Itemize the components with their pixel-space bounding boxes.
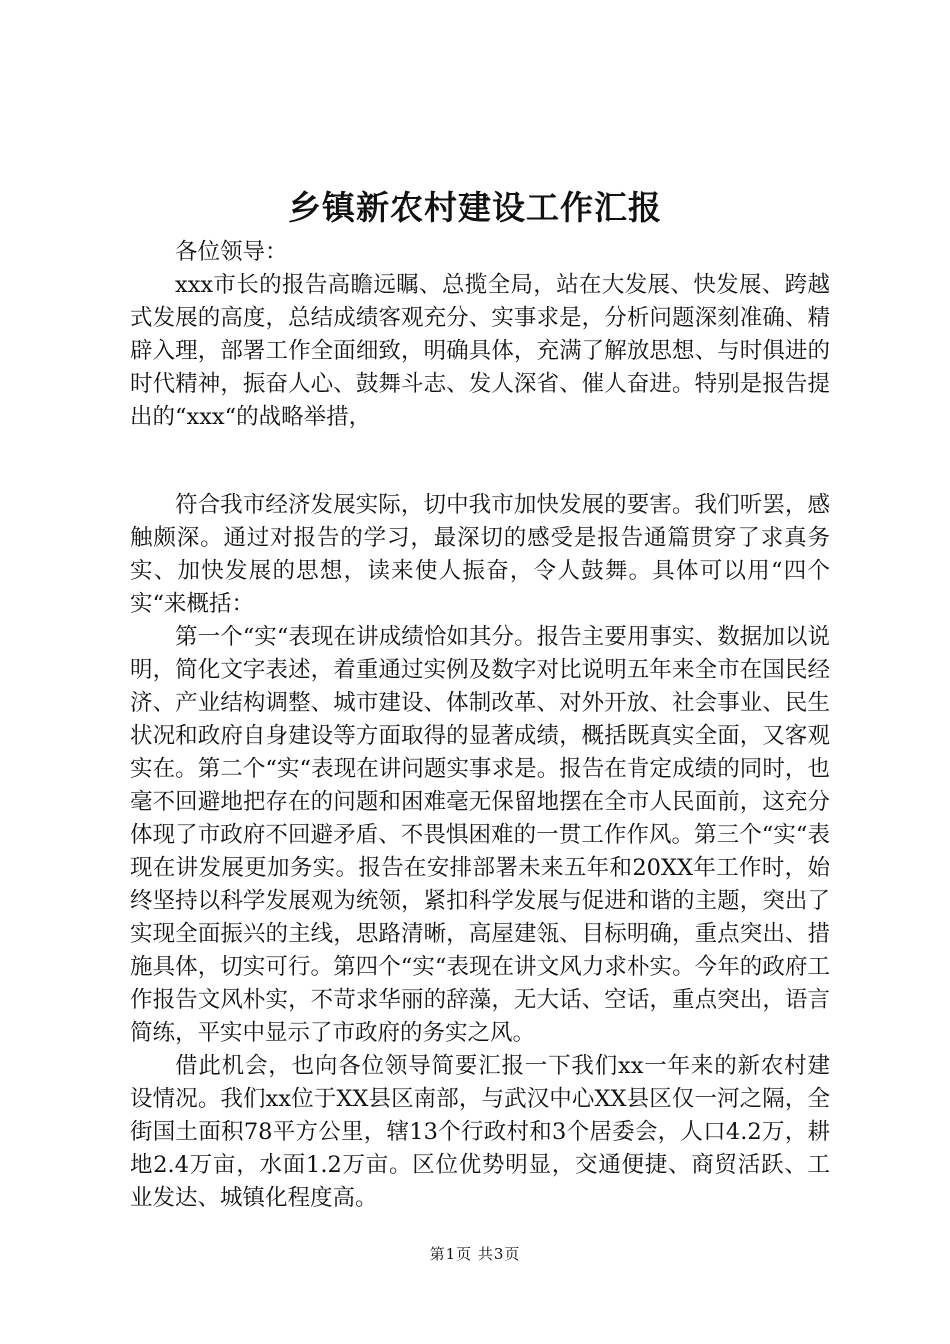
- document-body: [130, 236, 830, 1215]
- body-paragraph: 第一个“实“表现在讲成绩恰如其分。报告主要用事实、数据加以说明，简化文字表述，着重通过实例及数字对比说明五年来全市在国民经济、产业结构调整、城市建设、体制改革、对外开放、社会事业、民生状况和政府自身建设等方面取得的显著成绩，概括既真实全面，又客观实在。第二个“实“表现在讲问题实事求是。报告在肯定成绩的同时，也毫不回避地把存在的问题和困难毫无保留地摆在全市人民面前，这充分体现了市政府不回避矛盾、不畏惧困难的一贯工作作风。第三个“实“表现在讲发展更加务实。报告在安排部署未来五年和20XX年工作时，始终坚持以科学发展观为统领，紧扣科学发展与促进和谐的主题，突出了实现全面振兴的主线，思路清晰，高屋建瓴、目标明确，重点突出、措施具体，切实可行。第四个“实“表现在讲文风力求朴实。今年的政府工作报告文风朴实，不苛求华丽的辞藻，无大话、空话，重点突出，语言简练，平实中显示了市政府的务实之风。: [130, 624, 830, 1046]
- page-number-footer: 第1页 共3页: [429, 1245, 521, 1263]
- body-paragraph: 借此机会，也向各位领导简要汇报一下我们xx一年来的新农村建设情况。我们xx位于XX县区南部，与武汉中心XX县区仅一河之隔，全街国土面积78平方公里，辖13个行政村和3个居委会，人口4.2万，耕地2.4万亩，水面1.2万亩。区位优势明显，交通便捷、商贸活跃、工业发达、城镇化程度高。: [130, 1053, 830, 1211]
- body-paragraph: xxx市长的报告高瞻远瞩、总揽全局，站在大发展、快发展、跨越式发展的高度，总结成绩客观充分、实事求是，分析问题深刻准确、精辟入理，部署工作全面细致，明确具体，充满了解放思想、与时俱进的时代精神，振奋人心、鼓舞斗志、发人深省、催人奋进。特别是报告提出的“xxx“的战略举措，: [130, 272, 830, 430]
- body-paragraph: 符合我市经济发展实际，切中我市加快发展的要害。我们听罢，感触颇深。通过对报告的学习，最深切的感受是报告通篇贯穿了求真务实、加快发展的思想，读来使人振奋，令人鼓舞。具体可以用“四个实“来概括：: [130, 492, 830, 617]
- salutation-paragraph: 各位领导：: [175, 239, 288, 265]
- document-title: 乡镇新农村建设工作汇报: [288, 188, 662, 227]
